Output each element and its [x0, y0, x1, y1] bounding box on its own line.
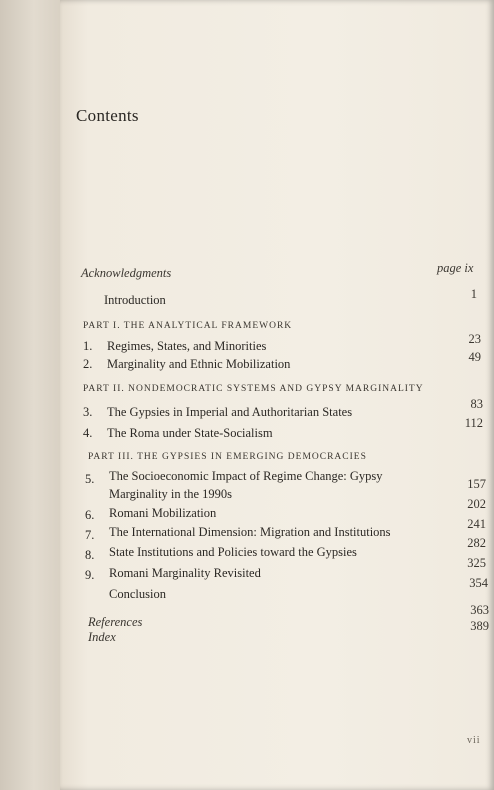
part-heading-2: PART II. NONDEMOCRATIC SYSTEMS AND GYPSY MARGINALITY — [83, 384, 424, 394]
chapter-number: 5. — [85, 472, 95, 486]
chapter-title-continued: Marginality in the 1990s — [109, 487, 233, 501]
contents-title: Contents — [76, 106, 139, 125]
chapter-number: 4. — [83, 426, 93, 440]
chapter-page: 282 — [467, 536, 486, 550]
part-heading-3: PART III. THE GYPSIES IN EMERGING DEMOCRACIES — [88, 452, 367, 462]
chapter-title: The Roma under State-Socialism — [107, 426, 273, 440]
chapter-page: 49 — [468, 350, 481, 364]
chapter-page: 157 — [467, 477, 486, 491]
page-number-references: 363 — [470, 603, 489, 617]
chapter-title: The International Dimension: Migration and Institutions — [109, 525, 391, 539]
toc-entry-references: References — [88, 615, 143, 629]
chapter-number: 2. — [83, 357, 93, 371]
toc-entry-conclusion: Conclusion — [109, 587, 166, 601]
chapter-page: 112 — [464, 416, 483, 430]
chapter-title: Regimes, States, and Minorities — [107, 339, 267, 353]
chapter-title: Romani Marginality Revisited — [109, 566, 261, 580]
toc-entry-acknowledgments: Acknowledgments — [81, 266, 172, 280]
facing-page-edge — [0, 0, 62, 790]
chapter-page: 83 — [470, 397, 483, 411]
page-number-index: 389 — [470, 619, 489, 633]
chapter-title: The Socioeconomic Impact of Regime Change: Gypsy — [109, 469, 383, 483]
chapter-number: 1. — [83, 339, 93, 353]
chapter-number: 3. — [83, 405, 93, 419]
chapter-number: 9. — [85, 568, 95, 582]
page-number-introduction: 1 — [470, 287, 477, 301]
chapter-number: 7. — [85, 528, 95, 542]
chapter-page: 241 — [467, 517, 486, 531]
page-number-acknowledgments: page ix — [437, 261, 474, 275]
chapter-title: State Institutions and Policies toward the Gypsies — [109, 545, 357, 559]
chapter-number: 8. — [85, 548, 95, 562]
chapter-number: 6. — [85, 508, 95, 522]
chapter-page: 202 — [467, 497, 486, 511]
chapter-title: Romani Mobilization — [109, 506, 217, 520]
page-number-conclusion: 354 — [469, 576, 488, 590]
chapter-page: 325 — [467, 556, 486, 570]
part-heading-1: PART I. THE ANALYTICAL FRAMEWORK — [83, 321, 293, 331]
chapter-title: The Gypsies in Imperial and Authoritarian States — [107, 405, 353, 419]
page-folio: vii — [467, 735, 481, 746]
chapter-page: 23 — [468, 332, 481, 346]
chapter-title: Marginality and Ethnic Mobilization — [107, 357, 291, 371]
toc-entry-introduction: Introduction — [104, 293, 166, 307]
toc-entry-index: Index — [88, 630, 116, 644]
